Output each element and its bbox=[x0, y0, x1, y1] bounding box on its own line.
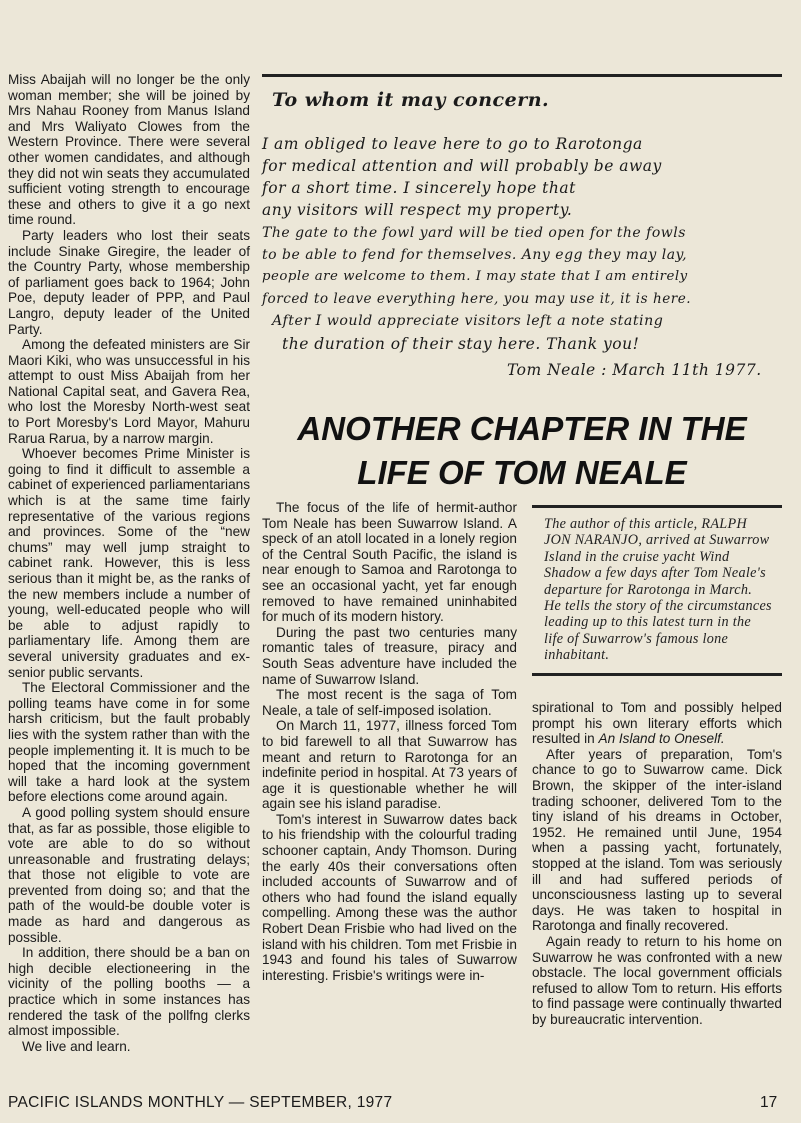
letter-line: any visitors will respect my property. bbox=[262, 201, 573, 219]
paragraph: After years of preparation, Tom's chance to go to Suwarrow came. Dick Brown, the skipper of the inter-island trading schooner, delivered Tom to the tiny island of his dreams in October, 1952. He remained until June, 1954 when a passing yacht, fortunately, stopped at the island. Tom was seriously ill and had suffered periods of unconsciousness lasting up to several days. He was taken to hospital in Rarotonga and finally recovered. bbox=[532, 746, 782, 934]
letter-line: for medical attention and will probably be away bbox=[262, 157, 662, 175]
paragraph: The focus of the life of hermit-author Tom Neale has been Suwarrow Island. A speck of an atoll located in a lonely region of the Central South Pacific, the island is near enough to Samoa and Rarotonga to see an occasional yacht, yet far enough removed to have remained uninhabited for much of its modern history. bbox=[262, 500, 517, 625]
paragraph: Again ready to return to his home on Suwarrow he was confronted with a new obstacle. The local government officials refused to allow Tom to return. His efforts to find passage were continually thwarted by bureaucratic intervention. bbox=[532, 933, 782, 1027]
book-title: An Island to Oneself. bbox=[598, 731, 725, 747]
author-note-box bbox=[532, 505, 782, 676]
letter-top-rule bbox=[262, 74, 782, 77]
letter-line: the duration of their stay here. Thank you! bbox=[282, 335, 640, 353]
paragraph: Among the defeated ministers are Sir Maori Kiki, who was unsuccessful in his attempt to oust Miss Abaijah from her National Capital seat, and Gavera Rea, who lost the Moresby North-west seat to Port Moresby's Lord Mayor, Mahuru Rarua Rarua, by a narrow margin. bbox=[8, 337, 250, 446]
paragraph-text: spirational to Tom and possibly helped prompt his own literary efforts which resulted in bbox=[532, 700, 782, 747]
paragraph: Party leaders who lost their seats include Sinake Giregire, the leader of the Country Party, whose membership of parliament goes back to 1964; John Poe, deputy leader of PPP, and Paul Langro, deputy leader of the United Party. bbox=[8, 227, 250, 337]
letter-salutation: To whom it may concern. bbox=[272, 89, 550, 111]
paragraph: The Electoral Commissioner and the polling teams have come in for some harsh criticism, but the fault probably lies with the system rather than with the people implementing it. It is much to be hoped that the incoming government will take a hard look at the system before elections come around again. bbox=[8, 680, 250, 805]
author-note-text: The author of this article, RALPH JON NARANJO, arrived at Suwarrow Island in the cruise yacht Wind Shadow a few days after Tom Neale's departure for Rarotonga in March. He tells the story of the circumstances leading up to this latest turn in the life of Suwarrow's famous lone inhabitant. bbox=[544, 516, 772, 664]
letter-line: people are welcome to them. I may state that I am entirely bbox=[262, 269, 688, 284]
headline-line-2: LIFE OF TOM NEALE bbox=[357, 454, 687, 491]
right-column-article bbox=[532, 700, 782, 1027]
left-column-article bbox=[8, 72, 250, 1054]
letter-line: for a short time. I sincerely hope that bbox=[262, 179, 576, 197]
letter-line: After I would appreciate visitors left a note stating bbox=[272, 313, 664, 329]
paragraph: We live and learn. bbox=[22, 1038, 131, 1054]
middle-column-article bbox=[262, 500, 517, 983]
paragraph: Whoever becomes Prime Minister is going to find it difficult to assemble a cabinet of experienced parliamentarians which is at the same time fairly representative of the various regions and provinces. Some of the “new chums” may well jump straight to cabinet rank. However, this is less serious than it might be, as the ranks of the new members include a number of young, well-educated people who will be able to adjust rapidly to parliamentary life. Among them are several university graduates and ex-senior public servants. bbox=[8, 446, 250, 680]
paragraph: In addition, there should be a ban on high decible electioneering in the vicinity of the polling booths — a practice which in some instances has rendered the task of the pollfng clerks almost impossible. bbox=[8, 945, 250, 1039]
publication-footer: PACIFIC ISLANDS MONTHLY — SEPTEMBER, 1977 bbox=[8, 1094, 393, 1111]
paragraph: Tom's interest in Suwarrow dates back to his friendship with the colourful trading schooner captain, Andy Thomson. During the early 40s their conversations often included accounts of Suwarrow and of others who had found the island equally compelling. Among these was the author Robert Dean Frisbie who had lived on the island with his children. Tom met Frisbie in 1943 and found his tales of Suwarrow interesting. Frisbie's writings were in- bbox=[262, 811, 517, 983]
paragraph: On March 11, 1977, illness forced Tom to bid farewell to all that Suwarrow has meant and return to Rarotonga for an indefinite period in hospital. At 73 years of age it is questionable whether he will again see his island paradise. bbox=[262, 718, 517, 812]
paragraph: A good polling system should ensure that, as far as possible, those eligible to vote are able to do so without unreasonable and frustrating delays; that those not eligible to vote are prevented from doing so; and that the path of the would-be double voter is made as hard and dangerous as possible. bbox=[8, 804, 250, 945]
paragraph: Miss Abaijah will no longer be the only woman member; she will be joined by Mrs Nahau Rooney from Manus Island and Mrs Waliyato Clowes from the Western Province. There were several other women candidates, and although they did not win seats they accumulated sufficient voting strength to encourage these and others to give it a go next time round. bbox=[8, 72, 250, 228]
paragraph bbox=[532, 700, 782, 747]
handwritten-letter bbox=[262, 85, 782, 385]
letter-line: to be able to fend for themselves. Any egg they may lay, bbox=[262, 247, 688, 263]
letter-line: The gate to the fowl yard will be tied open for the fowls bbox=[262, 225, 686, 241]
letter-signature: Tom Neale : March 11th 1977. bbox=[507, 361, 762, 379]
letter-line: I am obliged to leave here to go to Rarotonga bbox=[262, 135, 643, 153]
page-number: 17 bbox=[760, 1094, 778, 1111]
paragraph: The most recent is the saga of Tom Neale, a tale of self-imposed isolation. bbox=[262, 687, 517, 718]
letter-line: forced to leave everything here, you may use it, it is here. bbox=[262, 291, 692, 307]
article-headline bbox=[262, 407, 782, 495]
paragraph: During the past two centuries many romantic tales of treasure, piracy and South Seas adventure have included the name of Suwarrow Island. bbox=[262, 624, 517, 687]
headline-line-1: ANOTHER CHAPTER IN THE bbox=[297, 410, 747, 447]
